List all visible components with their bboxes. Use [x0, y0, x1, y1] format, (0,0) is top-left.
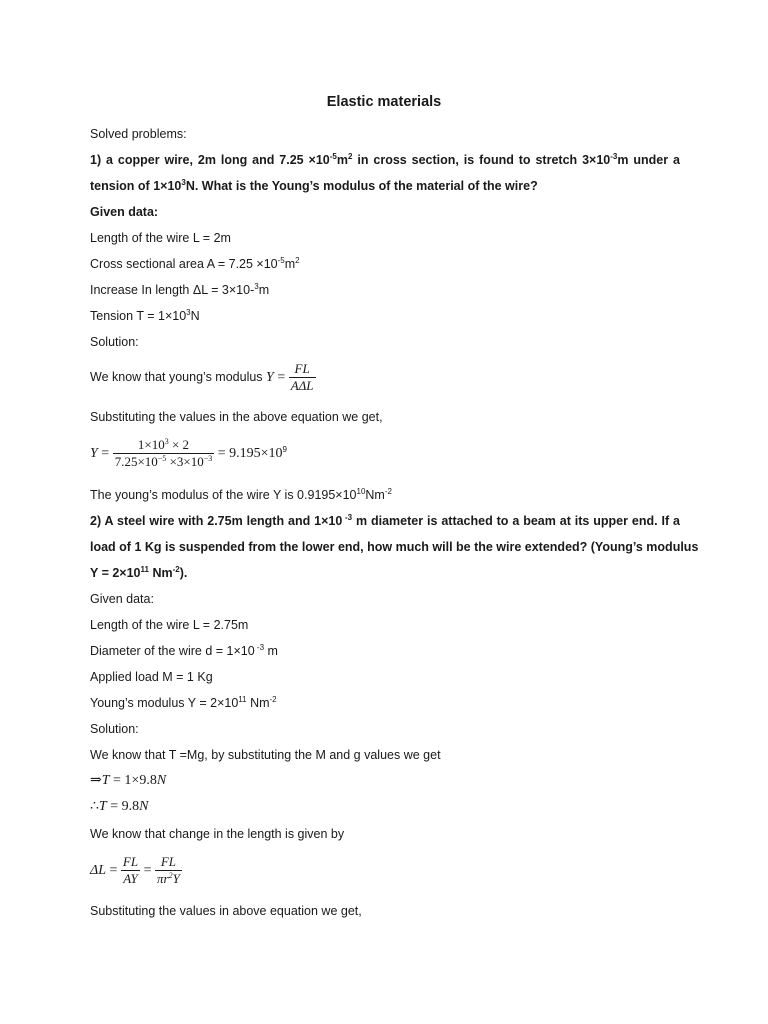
problem-1-given-area: Cross sectional area $A = 7.25 \times 10^{-5}m^2$ [90, 256, 300, 271]
problem-2-given-length: Length of the wire L = 2.75m [90, 618, 249, 632]
problem-2-question-line-1: 2) A steel wire with 2.75m length and 1×10 $^{-3}$ m diameter is attached to a beam at its upper end. If a [90, 513, 681, 528]
problem-1-calculation: Y = $\frac{1\times 10^3 \times 2}{7.25\times 10^{-5} \times 3\times 10^{-3}}$ = $9.195\times 10^9$ [90, 437, 287, 470]
problem-1-question-line-2: tension of $1\times 10^3N$. What is the Young’s modulus of the material of the wire? [90, 178, 538, 193]
page-title: Elastic materials [326, 94, 442, 110]
problem-1-given-length: Length of the wire L = 2m [90, 231, 231, 245]
problem-2-question-line-3: $Y = 2\times 10^{11}$ $Nm^{-2}$). [90, 565, 188, 580]
problem-1-substitution-text: Substituting the values in the above equation we get, [90, 410, 383, 424]
problem-2-given-youngs-modulus: Young’s modulus $Y = 2\times 10^{11}$ $Nm^{-2}$ [90, 695, 277, 710]
problem-1-given-increase: Increase In length ΔL = 3×10-$^3$m [90, 282, 270, 297]
problem-2-given-load: Applied load M = 1 Kg [90, 670, 213, 684]
problem-2-tension-equation-1: ⇒T = 1×9.8N [90, 773, 167, 788]
problem-2-length-change-text: We know that change in the length is given by [90, 827, 345, 841]
problem-1-youngs-formula: We know that young’s modulus Y = $\frac{FL}{\text{AΔL}}$ [90, 361, 314, 394]
problem-2-substitution-text: Substituting the values in above equation we get, [90, 904, 362, 918]
problem-1-solution-label: Solution: [90, 335, 139, 349]
problem-2-given-heading: Given data: [90, 592, 154, 606]
problem-2-given-diameter: Diameter of the wire d = 1×10 $^{-3}$ m [90, 643, 278, 658]
problem-2-question-line-2: load of 1 Kg is suspended from the lower end, how much will be the wire extended? (Young’s modulus [90, 540, 699, 554]
problem-1-question-line-1: 1) a copper wire, 2m long and $7.25 \times 10^{-5}m^2$ in cross section, is found to stretch $3\times 10^{-3}m$ under a [90, 152, 680, 167]
problem-2-tension-text: We know that T =Mg, by substituting the M and g values we get [90, 748, 441, 762]
problem-2-solution-label: Solution: [90, 722, 139, 736]
problem-1-given-tension: Tension $T = 1\times 10^3N$ [90, 308, 200, 323]
problem-2-tension-equation-2: ∴T = 9.8N [90, 799, 149, 814]
problem-1-result: The young’s modulus of the wire Y is $0.9195\times 10^{10}Nm^{-2}$ [90, 487, 392, 502]
section-heading: Solved problems: [90, 127, 187, 141]
problem-1-given-heading: Given data: [90, 205, 159, 219]
problem-2-length-change-formula: ΔL = $\frac{FL}{AY}$ = $\frac{FL}{\pi r^2Y}$ [90, 854, 180, 887]
